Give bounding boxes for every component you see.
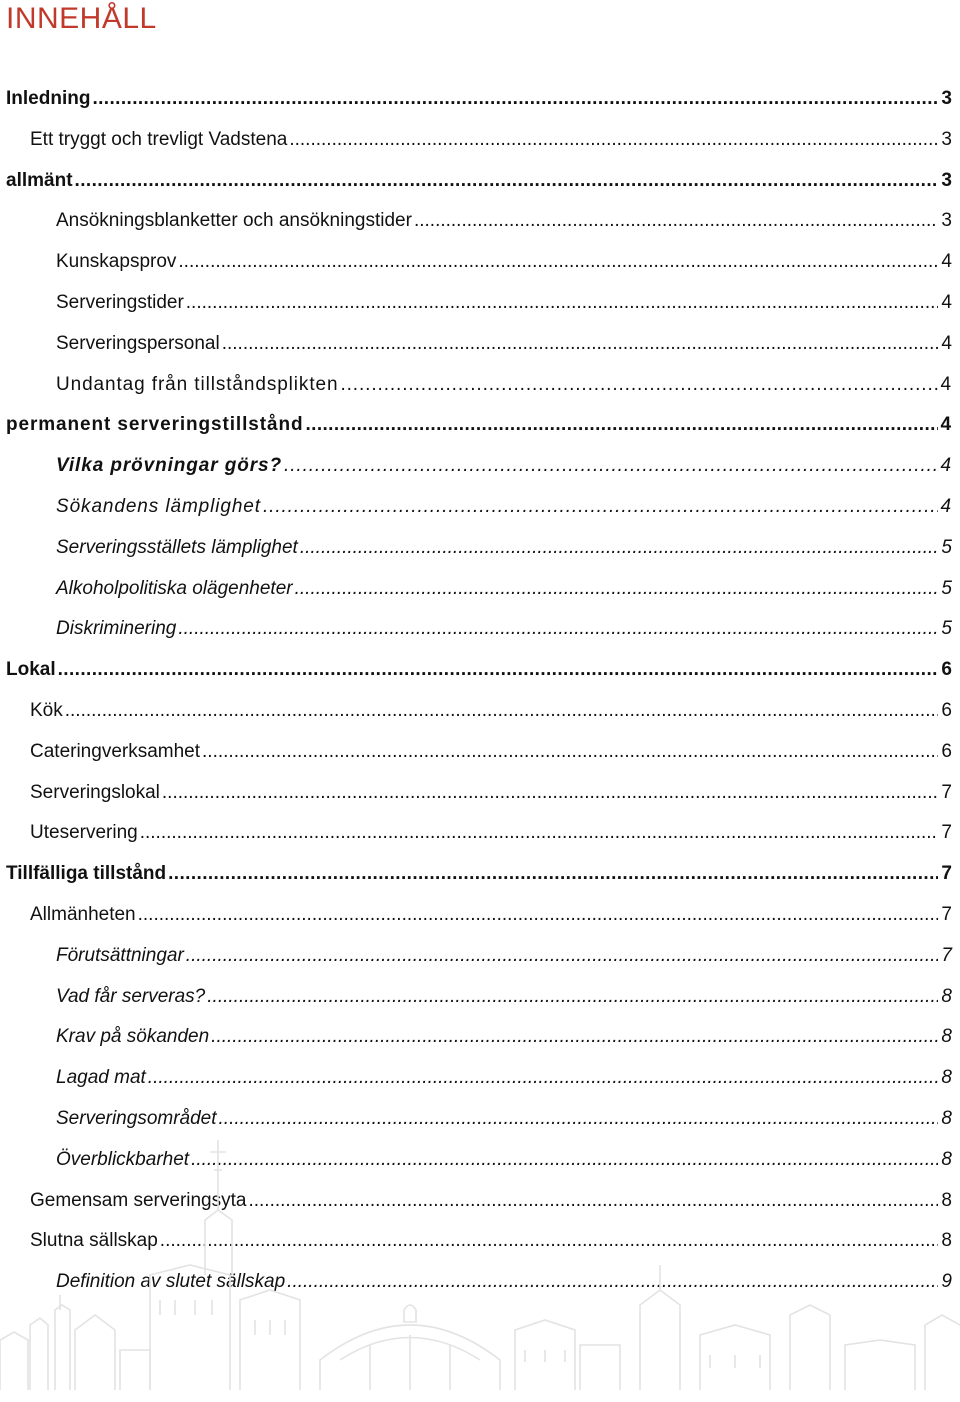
toc-entry[interactable]: Överblickbarhet ..... 8 xyxy=(0,1131,952,1171)
toc-entry[interactable]: Serveringspersonal ..... 4 xyxy=(0,315,952,355)
toc-entry[interactable]: Krav på sökanden ..... 8 xyxy=(0,1008,952,1048)
toc-entry[interactable]: Kök ..... 6 xyxy=(0,682,952,722)
toc-entry[interactable]: Inledning ..... 3 xyxy=(0,70,952,110)
toc-entry[interactable]: Alkoholpolitiska olägenheter ..... 5 xyxy=(0,560,952,600)
toc-entry[interactable]: Serveringsställets lämplighet ..... 5 xyxy=(0,519,952,559)
toc-entry[interactable]: Definition av slutet sällskap ..... 9 xyxy=(0,1253,952,1293)
toc-entry[interactable]: Ansökningsblanketter och ansökningstider ..... 3 xyxy=(0,192,952,232)
toc-entry[interactable]: Vilka prövningar görs? ..... 4 xyxy=(0,437,952,477)
toc-entry[interactable]: Kunskapsprov ..... 4 xyxy=(0,233,952,273)
toc-entry[interactable]: Serveringstider ..... 4 xyxy=(0,274,952,314)
toc-entry[interactable]: Serveringslokal ..... 7 xyxy=(0,764,952,804)
toc-entry[interactable]: Allmänheten ..... 7 xyxy=(0,886,952,926)
toc-entry[interactable]: Förutsättningar ..... 7 xyxy=(0,927,952,967)
toc-entry[interactable]: Lokal ..... 6 xyxy=(0,641,952,681)
toc-entry[interactable]: allmänt ..... 3 xyxy=(0,152,952,192)
page-title: INNEHÅLL xyxy=(6,2,157,35)
town-skyline-watermark xyxy=(0,1100,960,1402)
toc-entry[interactable]: Gemensam serveringsyta ..... 8 xyxy=(0,1172,952,1212)
toc-entry[interactable]: Ett tryggt och trevligt Vadstena ..... 3 xyxy=(0,111,952,151)
toc-entry[interactable]: Vad får serveras? ..... 8 xyxy=(0,968,952,1008)
toc-entry[interactable]: Uteservering ..... 7 xyxy=(0,804,952,844)
toc-entry[interactable]: Tillfälliga tillstånd ..... 7 xyxy=(0,845,952,885)
toc-entry[interactable]: Cateringverksamhet ..... 6 xyxy=(0,723,952,763)
toc-entry[interactable]: Diskriminering ..... 5 xyxy=(0,600,952,640)
toc-entry[interactable]: Slutna sällskap ..... 8 xyxy=(0,1212,952,1252)
toc-entry[interactable]: Undantag från tillståndsplikten ..... 4 xyxy=(0,356,952,396)
toc-entry[interactable]: permanent serveringstillstånd ..... 4 xyxy=(0,396,952,436)
toc-entry[interactable]: Lagad mat ..... 8 xyxy=(0,1049,952,1089)
toc-entry[interactable]: Sökandens lämplighet ..... 4 xyxy=(0,478,952,518)
toc-entry[interactable]: Serveringsområdet ..... 8 xyxy=(0,1090,952,1130)
